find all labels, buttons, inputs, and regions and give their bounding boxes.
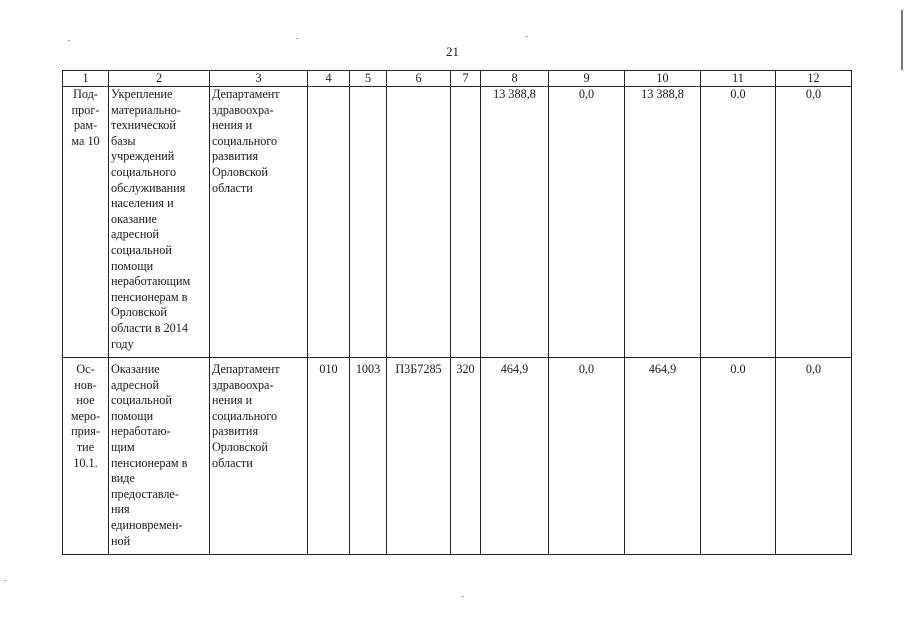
column-header: 7 [451, 71, 481, 87]
column-header: 12 [776, 71, 852, 87]
table-row-main-activity-10-1 [63, 358, 852, 555]
column-header: 4 [308, 71, 350, 87]
column-header: 3 [210, 71, 308, 87]
scan-speck [68, 40, 70, 41]
column-header: 8 [481, 71, 549, 87]
row-department-cell: Департамент здравоохра- нения и социального развития Орловской области [210, 358, 308, 555]
total-amount-cell: 464,9 [481, 358, 549, 555]
target-article-cell [387, 87, 451, 358]
column-header: 1 [63, 71, 109, 87]
row-code-cell: Под- прог- рам- ма 10 [63, 87, 109, 358]
column-number-row [63, 71, 852, 87]
scan-speck [526, 36, 528, 37]
row-code-cell: Ос- нов- ное меро- прия- тие 10.1. [63, 358, 109, 555]
column-header: 5 [350, 71, 387, 87]
amount-cell: 464,9 [625, 358, 701, 555]
amount-cell: 0.0 [701, 358, 776, 555]
expense-type-cell [451, 87, 481, 358]
grbs-code-cell: 010 [308, 358, 350, 555]
section-code-cell: 1003 [350, 358, 387, 555]
amount-cell: 13 388,8 [625, 87, 701, 358]
column-header: 9 [549, 71, 625, 87]
row-title-cell: Укрепление материально- технической базы учреждений социального обслуживания населения и оказание адресной социальной помощи неработающим пенсионерам в Орловской области в 2014 году [109, 87, 210, 358]
expense-type-cell: 320 [451, 358, 481, 555]
total-amount-cell: 13 388,8 [481, 87, 549, 358]
column-header: 6 [387, 71, 451, 87]
scan-speck [296, 38, 298, 39]
scan-edge-line [901, 10, 903, 70]
grbs-code-cell [308, 87, 350, 358]
target-article-cell: П3Б7285 [387, 358, 451, 555]
column-header: 11 [701, 71, 776, 87]
row-title-cell: Оказание адресной социальной помощи неработаю- щим пенсионерам в виде предоставле- ния единовремен- ной [109, 358, 210, 555]
row-department-cell: Департамент здравоохра- нения и социального развития Орловской области [210, 87, 308, 358]
amount-cell: 0,0 [549, 87, 625, 358]
budget-table [62, 70, 852, 555]
scan-speck [4, 580, 6, 581]
table-row-subprogram-10 [63, 87, 852, 358]
amount-cell: 0,0 [549, 358, 625, 555]
amount-cell: 0.0 [701, 87, 776, 358]
amount-cell: 0,0 [776, 358, 852, 555]
column-header: 2 [109, 71, 210, 87]
section-code-cell [350, 87, 387, 358]
amount-cell: 0,0 [776, 87, 852, 358]
column-header: 10 [625, 71, 701, 87]
page-number: 21 [446, 44, 459, 59]
scan-speck [462, 596, 464, 597]
